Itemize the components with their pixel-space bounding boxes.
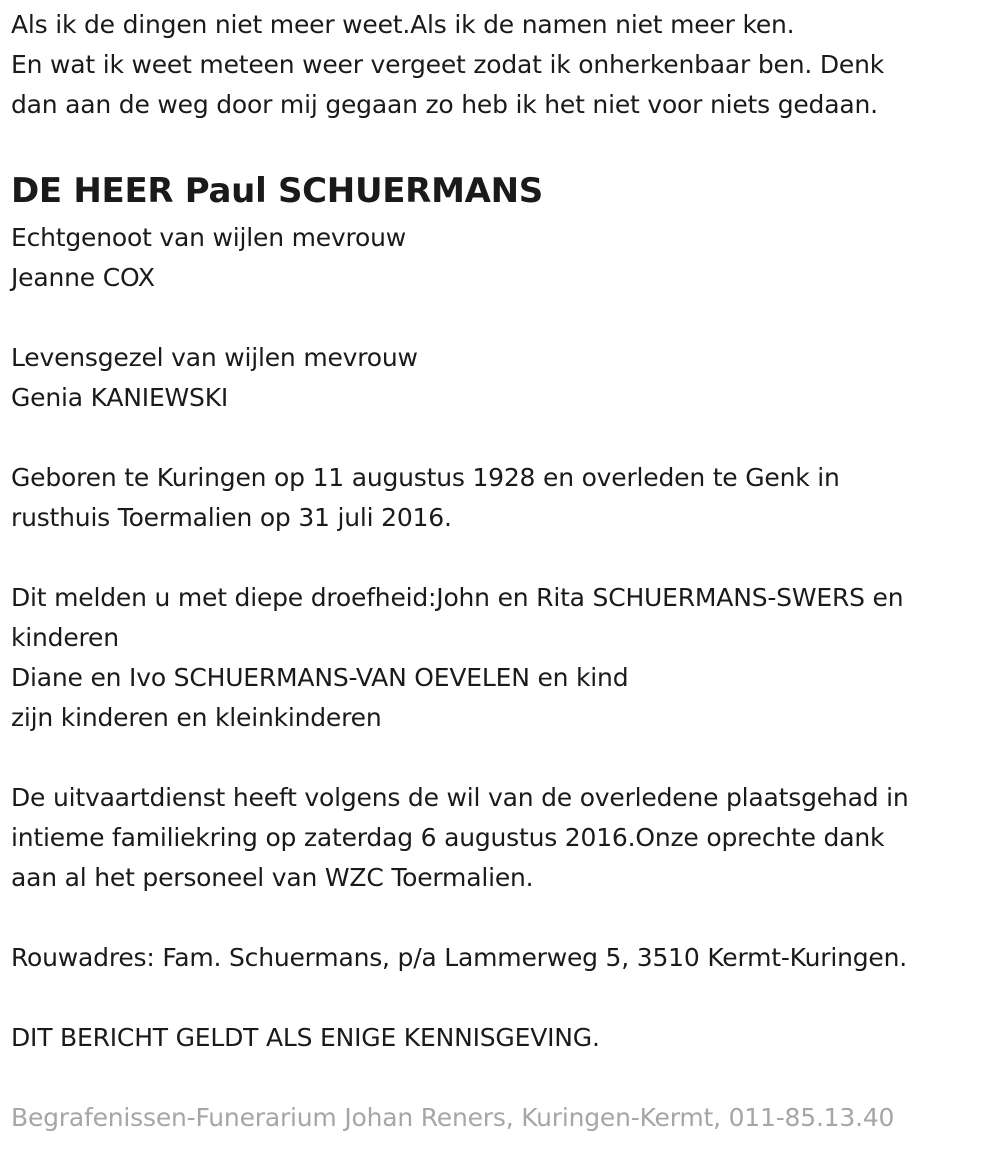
funeral-line: intieme familiekring op zaterdag 6 augustus 2016.Onze oprechte dank <box>11 823 885 852</box>
announcers-line: Dit melden u met diepe droefheid:John en Rita SCHUERMANS-SWERS en <box>11 583 904 612</box>
spouse-name: Jeanne COX <box>11 263 155 292</box>
partner-block <box>11 338 986 418</box>
funeral-home-footer: Begrafenissen-Funerarium Johan Reners, Kuringen-Kermt, 011-85.13.40 <box>11 1103 895 1132</box>
birth-death-line: Geboren te Kuringen op 11 augustus 1928 en overleden te Genk in <box>11 463 840 492</box>
funeral-line: aan al het personeel van WZC Toermalien. <box>11 863 534 892</box>
announcers-line: kinderen <box>11 623 119 652</box>
mourning-address: Rouwadres: Fam. Schuermans, p/a Lammerweg 5, 3510 Kermt-Kuringen. <box>11 943 907 972</box>
poem-line: Als ik de dingen niet meer weet.Als ik de namen niet meer ken. <box>11 10 795 39</box>
spacer <box>11 978 986 1018</box>
deceased-name: DE HEER Paul SCHUERMANS <box>11 171 543 211</box>
spacer <box>11 538 986 578</box>
spacer <box>11 298 986 338</box>
obituary-notice <box>11 0 986 1138</box>
poem <box>11 5 986 125</box>
poem-line: dan aan de weg door mij gegaan zo heb ik het niet voor niets gedaan. <box>11 90 878 119</box>
announcers-line: Diane en Ivo SCHUERMANS-VAN OEVELEN en kind <box>11 663 629 692</box>
poem-line: En wat ik weet meteen weer vergeet zodat ik onherkenbaar ben. Denk <box>11 50 885 79</box>
notice-statement: DIT BERICHT GELDT ALS ENIGE KENNISGEVING. <box>11 1023 600 1052</box>
spacer <box>11 418 986 458</box>
spacer <box>11 738 986 778</box>
funeral-line: De uitvaartdienst heeft volgens de wil van de overledene plaatsgehad in <box>11 783 909 812</box>
spacer <box>11 898 986 938</box>
partner-relation: Levensgezel van wijlen mevrouw <box>11 343 418 372</box>
partner-name: Genia KANIEWSKI <box>11 383 229 412</box>
birth-death-line: rusthuis Toermalien op 31 juli 2016. <box>11 503 452 532</box>
announcers-line: zijn kinderen en kleinkinderen <box>11 703 382 732</box>
announcers-block <box>11 578 986 738</box>
funeral-block <box>11 778 986 898</box>
birth-death-block <box>11 458 986 538</box>
spacer <box>11 1058 986 1098</box>
spouse-block <box>11 218 986 298</box>
spouse-relation: Echtgenoot van wijlen mevrouw <box>11 223 407 252</box>
